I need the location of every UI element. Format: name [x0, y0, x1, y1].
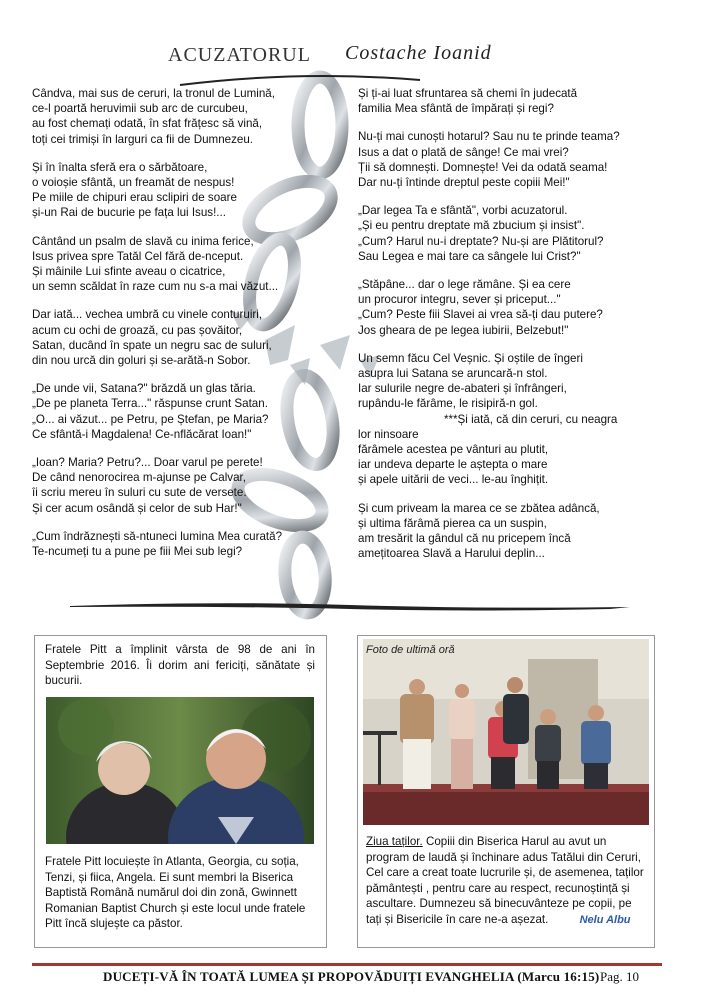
fathers-day-box [357, 635, 655, 948]
photo-caption: Foto de ultimă oră [366, 644, 455, 656]
brush-divider [70, 598, 630, 614]
stanza: „Dar legea Ta e sfântă", vorbi acuzatorul. „Și eu pentru dreptate mă zbucium și insist". „Cum? Harul nu-i dreptate? Nu-și are Plătitorul? Sau Legea e mai tare ca sângele lui Crist?" [358, 204, 604, 263]
stanza: „Stăpâne... dar o lege rămâne. Și ea cere un procuror integru, sever și priceput..." „Cum? Peste fiii Slavei ai vrea să-ți dau putere? Jos gheara de pe legea iubirii, Belzebut!" [358, 278, 603, 337]
pitt-more-text: Fratele Pitt locuiește în Atlanta, Georgia, cu soția, Tenzi, și fiica, Angela. Ei sunt membri la Biserica Baptistă Română numărul doi din zonă, Gwinnett Romanian Baptist Church și este locul unde fratele Pitt încă slujește ca păstor. [45, 855, 306, 931]
footer-rule [32, 963, 662, 966]
poem-left-column [32, 86, 332, 572]
stanza: Cândva, mai sus de ceruri, la tronul de Lumină, ce-l poartă heruvimii sub arc de curcubeu, au fost chemați odată, în sfat frățesc să vină, toți cei trimiși în larguri ca fii de Dumnezeu. [32, 87, 275, 146]
stanza: Și ți-ai luat sfruntarea să chemi în judecată familia Mea sfântă de împărați și regi? [358, 87, 578, 116]
poem-title: ACUZATORUL [168, 44, 311, 66]
stanza: „Ioan? Maria? Petru?... Doar varul pe perete! De când nenorocirea m-ajunse pe Calvar, îi scriu mereu în suluri cu sute de versete. Și cer acum osândă și celor de sub Har!" [32, 456, 263, 515]
stanza: lor ninsoare fărâmele acestea pe vânturi au plutit, iar undeva departe le aștepta o mare și apele uitării de veci... le-au înghițit. [358, 427, 549, 487]
fathers-day-body: Copiii din Biserica Harul au avut un program de laudă și închinare adus Tatălui din Ceruri, Cel care a creat toate lucrurile și, de asemenea, taților pământești , pentru care au respect, recunoștință și ascultare. Dumnezeu să binecuvânteze pe copii, pe tați și Bisericile în care ne-a așezat. [366, 835, 644, 926]
stanza: Și cum priveam la marea ce se zbătea adâncă, și ultima fărâmă pierea ca un suspin, am tresărit la gândul că nu pricepem încă amețitoarea Slavă a Harului deplin... [358, 501, 600, 561]
stanza: Dar iată... vechea umbră cu vinele conturuiri, acum cu ochi de groază, cu pas șovăitor, Satan, ducând în spate un negru sac de suluri, din nou urcă din goluri și se-arătă-n Sobor. [32, 308, 272, 368]
stanza: Cântând un psalm de slavă cu inima ferice, Isus privea spre Tatăl Cel fără de-nceput. Și mâinile Lui sfinte aveau o cicatrice, un semn scăldat în raze cum nu s-a mai văzut... [32, 234, 279, 294]
stanza: Un semn făcu Cel Veșnic. Și oștile de îngeri asupra lui Satana se aruncară-n stol. Iar sulurile negre de-abateri și înfrângeri, rupându-le fărâme, le risipiră-n gol. ***Și iată, că din ceruri, cu neagra [358, 351, 618, 426]
footer-verse: DUCEȚI-VĂ ÎN TOATĂ LUMEA ȘI PROPOVĂDUIȚI EVANGHELIA (Marcu 16:15) [103, 969, 600, 984]
fathers-day-text [366, 834, 648, 929]
stanza: Nu-ți mai cunoști hotarul? Sau nu te prinde teama? Isus a dat o plată de sânge! Ce mai vrei? Ții să domnești. Domnește! Vei da odată seama! Dar nu-ți întinde dreptul peste copiii Mei!" [358, 130, 620, 190]
pitt-birthday-box [34, 635, 327, 948]
page-number: Pag. 10 [600, 969, 639, 984]
fathers-day-heading: Ziua taților. [366, 835, 423, 848]
stanza: Și în înalta sferă era o sărbătoare, o voioșie sfântă, un freamăt de nespus! Pe miile de chipuri erau sclipiri de soare și-un Rai de bucurie pe fața lui Isus!... [32, 160, 237, 220]
children-program-photo [363, 639, 649, 825]
pitt-couple-photo [46, 697, 314, 844]
stanza: „Cum îndrăznești să-ntuneci lumina Mea curată? Te-ncumeți tu a pune pe fiii Mei sub legi? [32, 529, 283, 559]
poem-right-column [358, 86, 668, 574]
poem-author: Costache Ioanid [345, 42, 492, 64]
author-signature: Nelu Albu [579, 913, 631, 926]
pitt-intro-text: Fratele Pitt a împlinit vârsta de 98 de ani în Septembrie 2016. Îi dorim ani fericiți, sănătate și bucurii. [45, 643, 315, 688]
stanza: „De unde vii, Satana?" brăzdă un glas tăria. „De pe planeta Terra..." răspunse crunt Satan. „O... ai văzut... pe Petru, pe Ștefan, pe Maria? Ce sfântă-i Magdalena! Ce-nflăcărat Ioan!" [32, 382, 269, 441]
